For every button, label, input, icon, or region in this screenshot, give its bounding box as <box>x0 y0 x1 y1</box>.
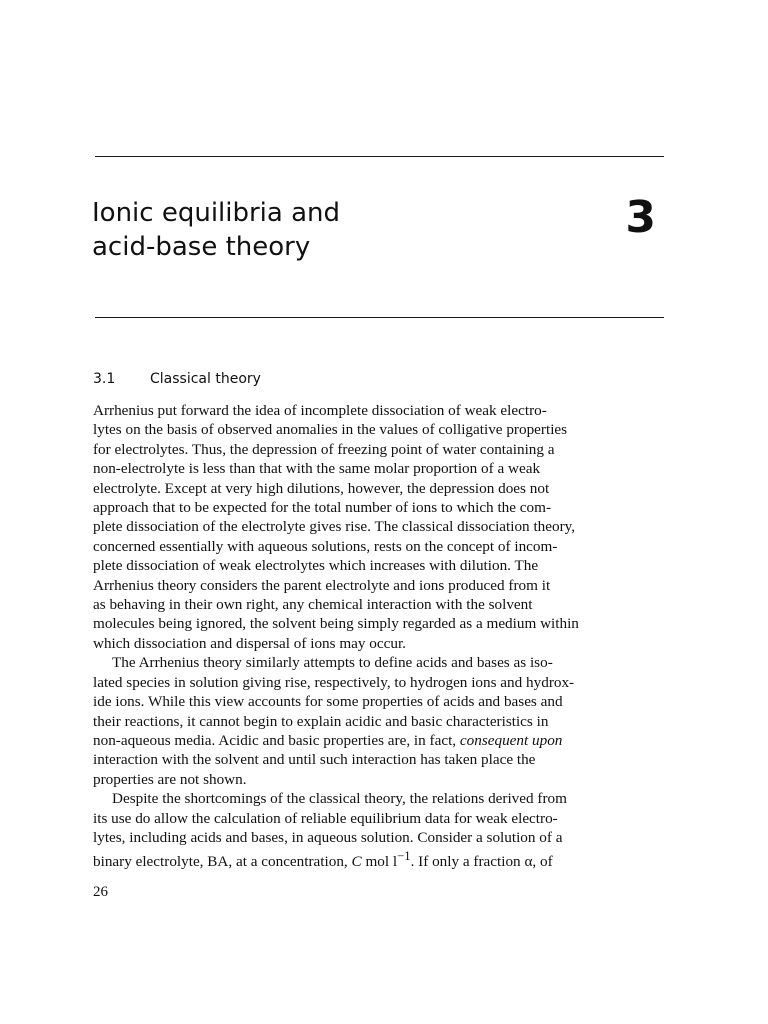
emphasis: consequent upon <box>459 731 563 749</box>
text-line: electrolyte. Except at very high dilutions, however, the depression does not <box>93 479 550 497</box>
bottom-rule <box>95 317 664 318</box>
text-line: Arrhenius theory considers the parent electrolyte and ions produced from it <box>93 576 551 594</box>
section-title: Classical theory <box>150 371 261 387</box>
text-line: for electrolytes. Thus, the depression of freezing point of water containing a <box>93 440 555 458</box>
text-line: which dissociation and dispersal of ions may occur. <box>93 634 406 652</box>
chapter-title-line-1: Ionic equilibria and <box>92 198 341 228</box>
text-line: non-electrolyte is less than that with the same molar proportion of a weak <box>93 460 541 478</box>
text-segment: mol l <box>361 853 398 871</box>
paragraph-2 <box>93 653 693 789</box>
text-line: approach that to be expected for the total number of ions to which the com- <box>93 499 552 517</box>
text-line: molecules being ignored, the solvent being simply regarded as a medium within <box>93 615 579 633</box>
text-line: its use do allow the calculation of reliable equilibrium data for weak electro- <box>93 809 558 827</box>
text-segment: . If only a fraction α, of <box>410 853 553 871</box>
text-line: concerned essentially with aqueous solutions, rests on the concept of incom- <box>93 537 558 555</box>
section-number: 3.1 <box>93 371 116 387</box>
text-line: ide ions. While this view accounts for some properties of acids and bases and <box>93 693 563 711</box>
paragraph-1 <box>93 401 693 653</box>
text-line: Despite the shortcomings of the classical theory, the relations derived from <box>112 790 567 808</box>
text-line <box>93 731 693 750</box>
text-line: lytes, including acids and bases, in aqueous solution. Consider a solution of a <box>93 828 563 846</box>
top-rule <box>95 156 664 157</box>
text-segment: non-aqueous media. Acidic and basic properties are, in fact, <box>93 731 460 749</box>
text-line <box>93 847 693 871</box>
text-line: The Arrhenius theory similarly attempts to define acids and bases as iso- <box>112 654 553 672</box>
text-line: interaction with the solvent and until such interaction has taken place the <box>93 751 536 769</box>
text-line: as behaving in their own right, any chemical interaction with the solvent <box>93 596 533 614</box>
body-text <box>93 401 693 872</box>
text-line: lytes on the basis of observed anomalies in the values of colligative properties <box>93 421 568 439</box>
text-line: properties are not shown. <box>93 770 247 788</box>
page-number: 26 <box>93 884 108 900</box>
text-line: plete dissociation of the electrolyte gives rise. The classical dissociation theory, <box>93 518 576 536</box>
variable-c: C <box>351 853 362 871</box>
text-line: their reactions, it cannot begin to explain acidic and basic characteristics in <box>93 712 549 730</box>
chapter-title <box>92 196 340 264</box>
section-heading <box>93 370 261 388</box>
superscript: −1 <box>397 849 411 864</box>
text-line: Arrhenius put forward the idea of incomplete dissociation of weak electro- <box>93 402 547 419</box>
paragraph-3 <box>93 789 693 872</box>
chapter-title-line-2: acid-base theory <box>92 232 311 262</box>
text-segment: binary electrolyte, BA, at a concentration, <box>93 853 352 871</box>
text-line: lated species in solution giving rise, respectively, to hydrogen ions and hydrox- <box>93 673 575 691</box>
text-line: plete dissociation of weak electrolytes which increases with dilution. The <box>93 557 539 575</box>
chapter-number: 3 <box>625 192 656 243</box>
